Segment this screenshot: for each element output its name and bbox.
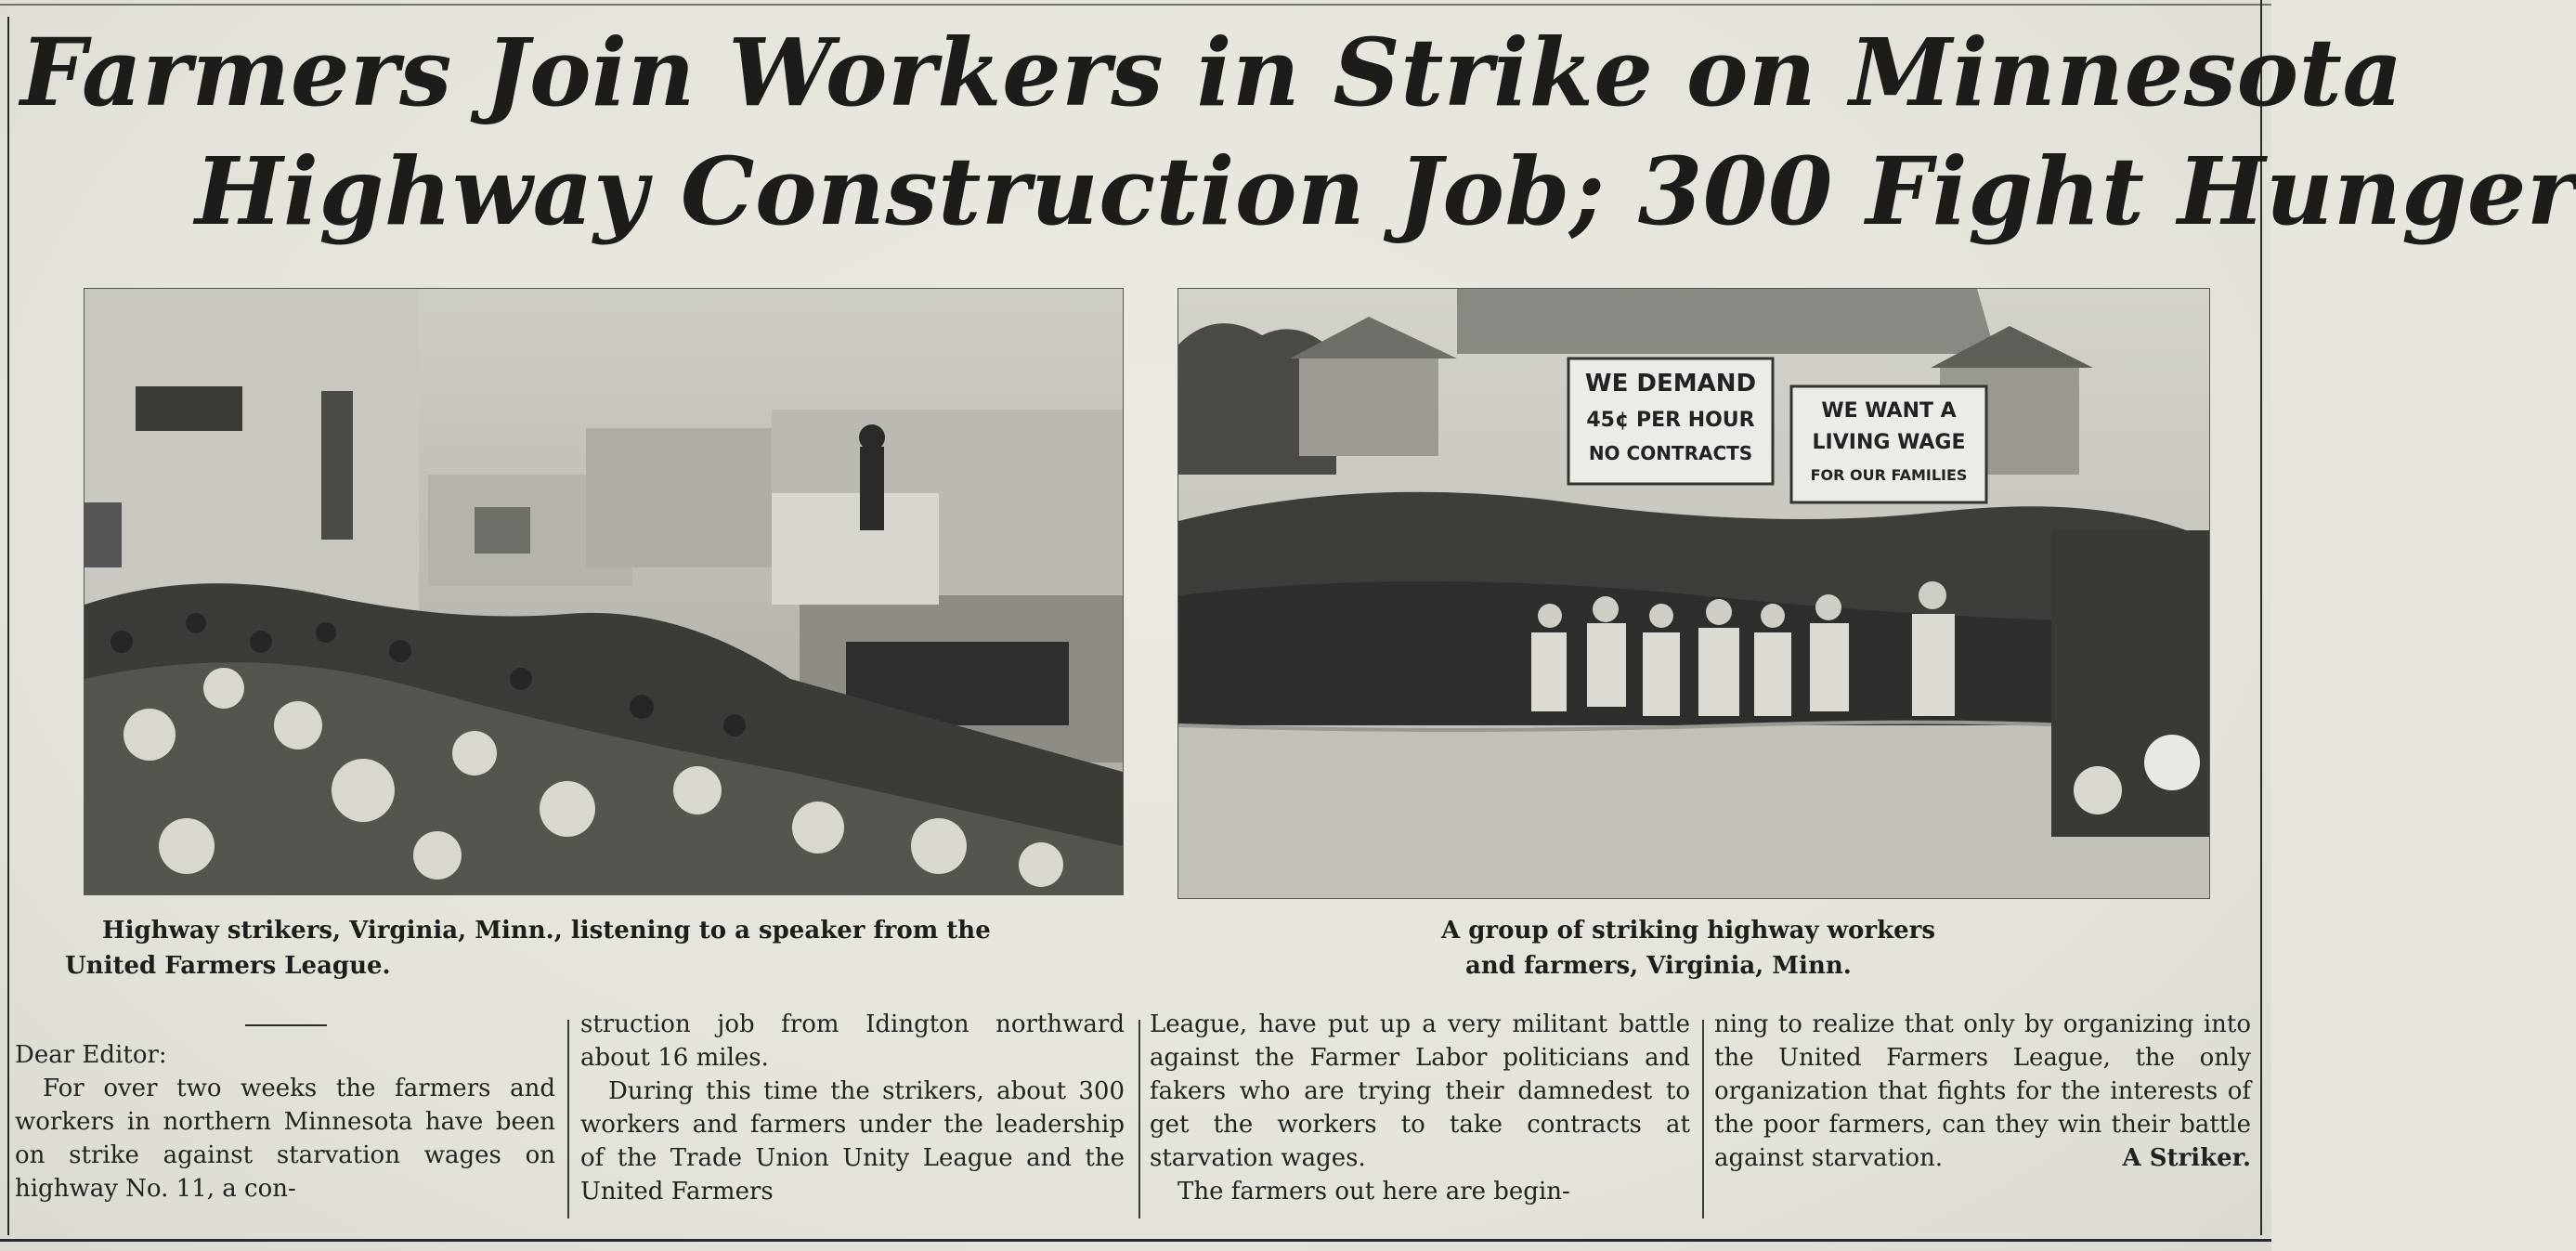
caption-left-line-2: United Farmers League. (65, 952, 391, 980)
sign-demand-line-1: WE DEMAND (1584, 370, 1757, 397)
photo-strikers-listening (84, 288, 1124, 895)
letter-col2-paragraph-2: During this time the strikers, about 300 workers and farmers under the leadership of the Trade Union Unity League and the United Farmers (580, 1077, 1125, 1205)
bottom-border-rule (0, 1239, 2271, 1242)
letter-start-dash (245, 1024, 327, 1026)
headline-line-2: Highway Construction Job; 300 Fight Hunger (195, 137, 2576, 246)
headline-line-1: Farmers Join Workers in Strike on Minnesota (20, 18, 2403, 127)
letter-col3-paragraph-2: The farmers out here are begin- (1177, 1178, 1570, 1205)
sign-demand-line-3: NO CONTRACTS (1588, 442, 1753, 464)
photo-strikers-image (85, 289, 1123, 894)
photo-striking-group (1177, 288, 2210, 899)
top-border-rule (0, 4, 2271, 6)
sign-wage-line-3: FOR OUR FAMILIES (1810, 466, 1968, 484)
letter-col1-text: For over two weeks the farmers and workers in northern Minnesota have been on strike against starvation wages on highway No. 11, a con- (15, 1075, 555, 1203)
photo-group-image (1178, 289, 2209, 898)
letter-signature: A Striker. (2122, 1144, 2251, 1172)
caption-left-line-1: Highway strikers, Virginia, Minn., listening to a speaker from the (102, 917, 991, 945)
letter-salutation: Dear Editor: (15, 1041, 167, 1069)
column-rule-2 (1138, 1020, 1140, 1218)
sign-wage-line-2: LIVING WAGE (1812, 431, 1966, 454)
left-border-rule (7, 17, 9, 1235)
letter-column-3 (1150, 1008, 1690, 1208)
letter-col4-text (1714, 1008, 2251, 1175)
letter-col4-body: ning to realize that only by organizing into the United Farmers League, the only organization that fights for the interests of the poor farmers, can they win their battle against starvation. (1714, 1010, 2251, 1172)
letter-column-4 (1714, 1008, 2251, 1175)
sign-demand (1568, 358, 1773, 484)
column-rule-3 (1702, 1020, 1704, 1218)
sign-demand-line-2: 45¢ PER HOUR (1586, 409, 1755, 432)
letter-col3-paragraph-1: League, have put up a very militant battle against the Farmer Labor politicians and fakers who are trying their damnedest to get the workers to take contracts at starvation wages. (1150, 1010, 1690, 1172)
caption-right-line-1: A group of striking highway workers (1441, 917, 1935, 945)
letter-column-2 (580, 1008, 1125, 1208)
caption-right-line-2: and farmers, Virginia, Minn. (1465, 952, 1852, 980)
column-rule-1 (567, 1020, 569, 1218)
letter-column-1 (15, 1038, 555, 1205)
sign-wage-line-1: WE WANT A (1821, 399, 1957, 423)
sign-living-wage (1791, 386, 1986, 502)
letter-col2-paragraph-1: struction job from Idington northward about 16 miles. (580, 1010, 1125, 1072)
